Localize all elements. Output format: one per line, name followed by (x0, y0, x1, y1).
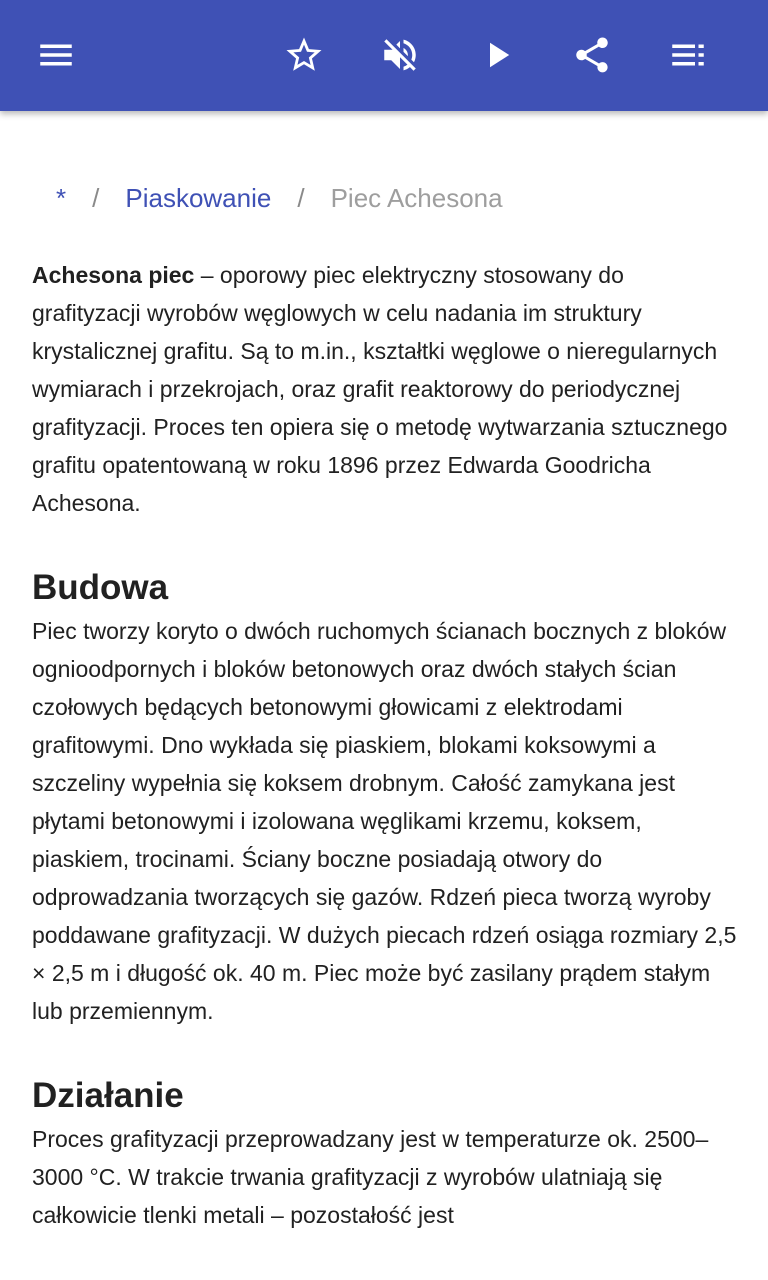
section-heading-dzialanie: Działanie (32, 1076, 184, 1115)
play-icon (476, 34, 518, 76)
intro-text: – oporowy piec elektryczny stosowany do grafityzacji wyrobów węglowych w celu nadania im struktury krystalicznej grafitu. Są to m.in., kształtki węglowe o nieregularnych wymiarach i przekrojach, oraz grafit reaktorowy do periodycznej grafityzacji. Proces ten opiera się o metodę wytwarzania sztucznego grafitu opatentowaną w roku 1896 przez Edwarda Goodricha Achesona. (32, 262, 728, 516)
intro-paragraph (32, 256, 738, 522)
section-heading-budowa: Budowa (32, 568, 169, 607)
playlist-icon (667, 34, 709, 76)
section-text-dzialanie: Proces grafityzacji przeprowadzany jest w temperaturze ok. 2500–3000 °C. W trakcie trwania grafityzacji z wyrobów ulatniają się całkowicie tlenki metali – pozostałość jest (32, 1126, 709, 1228)
breadcrumb (32, 180, 736, 216)
mute-button[interactable] (376, 31, 424, 79)
breadcrumb-current: Piec Achesona (330, 183, 503, 213)
share-icon (571, 34, 613, 76)
menu-icon (35, 34, 77, 76)
breadcrumb-separator: / (297, 183, 305, 213)
bookmark-button[interactable] (280, 31, 328, 79)
app-toolbar (0, 0, 768, 111)
article-body (32, 256, 738, 1234)
star-outline-icon (283, 34, 325, 76)
share-button[interactable] (568, 31, 616, 79)
breadcrumb-home-link[interactable]: * (56, 183, 67, 213)
breadcrumb-parent-link[interactable]: Piaskowanie (125, 183, 272, 213)
article-term: Achesona piec (32, 262, 195, 288)
section-text-budowa: Piec tworzy koryto o dwóch ruchomych ścianach bocznych z bloków ognioodpornych i bloków betonowych oraz dwóch stałych ścian czołowych będących betonowymi głowicami z elektrodami grafitowymi. Dno wykłada się piaskiem, blokami koksowymi a szczeliny wypełnia się koksem drobnym. Całość zamykana jest płytami betonowymi i izolowana węglikami krzemu, koksem, piaskiem, trocinami. Ściany boczne posiadają otwory do odprowadzania tworzących się gazów. Rdzeń pieca tworzą wyroby poddawane grafityzacji. W dużych piecach rdzeń osiąga rozmiary 2,5 × 2,5 m i długość ok. 40 m. Piec może być zasilany prądem stałym lub przemiennym. (32, 618, 737, 1024)
volume-off-icon (379, 34, 421, 76)
menu-button[interactable] (32, 31, 80, 79)
contents-button[interactable] (664, 31, 712, 79)
play-button[interactable] (473, 31, 521, 79)
breadcrumb-separator: / (92, 183, 100, 213)
